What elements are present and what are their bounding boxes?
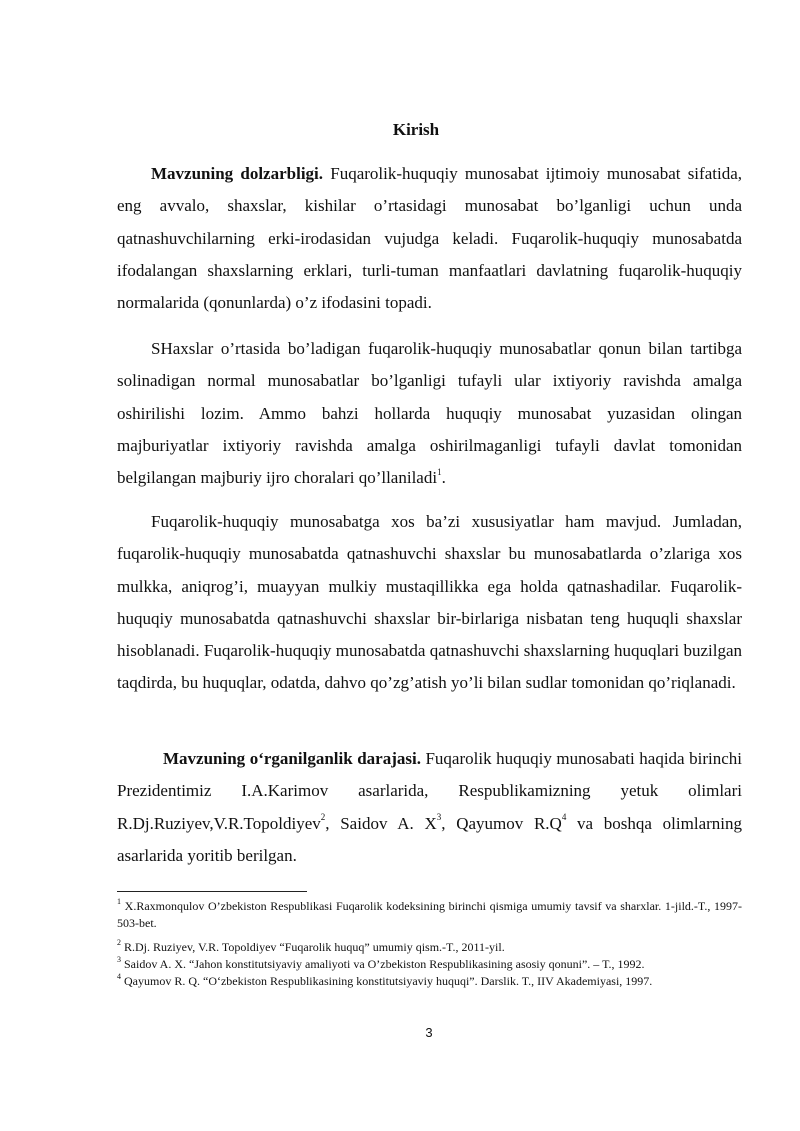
footnote-item (117, 956, 742, 973)
footnote-mark: 3 (117, 955, 121, 964)
paragraph-text: Fuqarolik huquqiy munosabati haqida birinchi Prezidentimiz I.A.Karimov asarlarida, Respublikamizning yetuk olimlari R.Dj.Ruziyev,V.R.Topoldiyev (117, 749, 742, 833)
footnote-text: Qayumov R. Q. “O‘zbekiston Respublikasining konstitutsiyaviy huquqi”. Darslik. T., IIV Akademiyasi, 1997. (121, 974, 653, 988)
footnotes (117, 898, 742, 990)
paragraph-text: , Qayumov R.Q (441, 813, 562, 833)
paragraph-lead: Mavzuning dolzarbligi. (151, 164, 324, 183)
paragraph-lead: Mavzuning o‘rganilganlik darajasi. (163, 749, 421, 768)
footnote-ref[interactable]: 2 (320, 811, 326, 822)
paragraph-text: Fuqarolik-huquqiy munosabat ijtimoiy munosabat sifatida, eng avvalo, shaxslar, kishilar o’rtasidagi munosabat bo’lganligi uchun unda qatnashuvchilarning erki-irodasidan vujudga keladi. Fuqarolik-huquqiy munosabatda ifodalangan shaxslarning erklari, turli-tuman manfaatlari davlatning fuqarolik-huquqiy normalarida (qonunlarda) o’z ifodasini topadi. (117, 164, 742, 313)
paragraph-enforcement (117, 333, 742, 494)
page-number: 3 (425, 1025, 433, 1040)
footnote-text: Saidov A. X. “Jahon konstitutsiyaviy amaliyoti va O’zbekiston Respublikasining asosiy qonuni”. – T., 1992. (121, 957, 645, 971)
footnote-text: R.Dj. Ruziyev, V.R. Topoldiyev “Fuqarolik huquq” umumiy qism.-T., 2011-yil. (121, 940, 505, 954)
footnote-mark: 2 (117, 938, 121, 947)
footnote-separator (117, 891, 307, 892)
paragraph-text: , Saidov A. X (325, 813, 437, 833)
paragraph-text: SHaxslar o’rtasida bo’ladigan fuqarolik-huquqiy munosabatlar qonun bilan tartibga solinadigan normal munosabatlar bo’lganligi tufayli ular ixtiyoriy ravishda amalga oshirilishi lozim. Ammo bahzi hollarda huquqiy munosabat yuzasidan olingan majburiyatlar ixtiyoriy ravishda amalga oshirilmaganligi tufayli davlat tomonidan belgilangan majburiy ijro choralari qo’llaniladi (117, 339, 742, 488)
footnote-text: X.Raxmonqulov O’zbekiston Respublikasi Fuqarolik kodeksining birinchi qismiga umumiy tavsif va sharxlar. 1-jild.-T., 1997-503-bet. (117, 899, 742, 930)
footnote-item (117, 973, 742, 990)
footnote-mark: 4 (117, 972, 121, 981)
paragraph-tail: . (441, 468, 446, 488)
footnote-item (117, 939, 742, 956)
paragraph-features (117, 506, 742, 700)
paragraph-study-degree (117, 743, 742, 872)
paragraph-text: Fuqarolik-huquqiy munosabatga xos ba’zi xususiyatlar ham mavjud. Jumladan, fuqarolik-huquqiy munosabatda qatnashuvchi shaxslar bu munosabatlarda o’zlariga xos mulkka, aniqrog’i, muayyan mulkiy mustaqillikka ega holda qatnashadilar. Fuqarolik-huquqiy munosabatda qatnashuvchi shaxslar bir-birlariga nisbatan teng huquqli shaxslar hisoblanadi. Fuqarolik-huquqiy munosabatda qatnashuvchi shaxslarning huquqlari buzilgan taqdirda, bu huquqlar, odatda, dahvo qo’zg’atish yo’li bilan sudlar tomonidan qo’riqlanadi. (117, 512, 742, 693)
paragraph-text: va boshqa olimlarning asarlarida yoritib berilgan. (117, 813, 743, 865)
paragraph-relevance (117, 158, 742, 319)
footnote-ref[interactable]: 1 (437, 466, 442, 477)
footnote-ref[interactable]: 3 (436, 811, 442, 822)
footnote-mark: 1 (117, 897, 121, 906)
footnote-ref[interactable]: 4 (561, 811, 567, 822)
footnote-item (117, 898, 742, 932)
section-title: Kirish (392, 120, 440, 139)
